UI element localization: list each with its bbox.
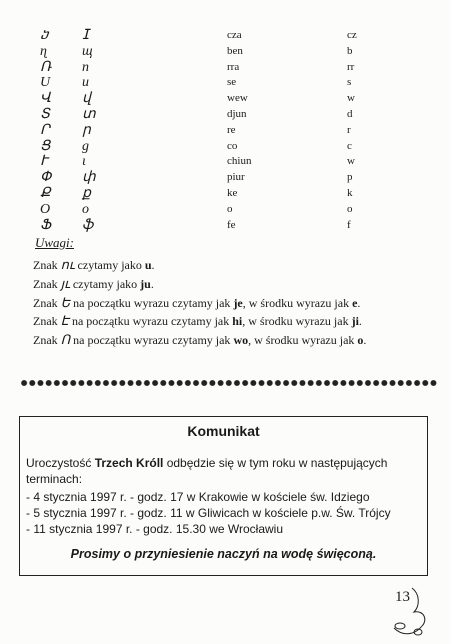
announcement-closing: Prosimy o przyniesienie naczyń na wodę święconą. — [70, 547, 377, 561]
letter-name: wew — [227, 92, 248, 105]
latin-equivalent: s — [347, 76, 352, 89]
alphabet-row — [40, 60, 420, 76]
alphabet-row — [40, 218, 420, 234]
alphabet-row — [40, 107, 420, 123]
lowercase-letter: u — [82, 75, 89, 91]
latin-equivalent: c — [347, 139, 352, 152]
alphabet-row — [40, 91, 420, 107]
uppercase-letter: Ց — [40, 138, 51, 154]
letter-name: ke — [227, 186, 238, 199]
ornamental-divider — [20, 378, 438, 388]
notes-title: Uwagi: — [35, 235, 74, 250]
lowercase-letter: փ — [82, 170, 96, 186]
letter-name: co — [227, 139, 238, 152]
letter-name: djun — [227, 107, 247, 120]
letter-name: piur — [227, 171, 245, 184]
uppercase-letter: Վ — [40, 91, 51, 107]
lowercase-letter: g — [82, 138, 89, 154]
latin-equivalent: r — [347, 123, 351, 136]
latin-equivalent: w — [347, 92, 355, 105]
announcement-title: Komunikat — [187, 423, 260, 439]
note-line: Znak Է na początku wyrazu czytamy jak hi, w środku wyrazu jak ji. — [33, 313, 362, 329]
lowercase-letter: վ — [82, 91, 91, 107]
letter-name: rra — [227, 60, 240, 73]
uppercase-letter: Ֆ — [40, 217, 52, 233]
alphabet-row — [40, 75, 420, 91]
letter-name: se — [227, 76, 237, 89]
latin-equivalent: o — [347, 202, 353, 215]
lowercase-letter: ֆ — [82, 217, 94, 233]
lowercase-letter: o — [82, 201, 89, 217]
alphabet-table — [40, 28, 420, 233]
schedule-item: - 5 stycznia 1997 r. - godz. 11 w Gliwicach w kościele p.w. Św. Trójcy — [26, 506, 391, 520]
announcement-intro: Uroczystość Trzech Króll odbędzie się w tym roku w następujących terminach: — [26, 456, 388, 486]
uppercase-letter: O — [40, 201, 51, 217]
latin-equivalent: f — [347, 218, 351, 231]
latin-equivalent: cz — [347, 29, 357, 41]
feast-name: Trzech Króll — [94, 456, 164, 470]
uppercase-letter: ɳ — [40, 43, 47, 59]
uppercase-letter: U — [40, 75, 51, 91]
uppercase-letter: Փ — [40, 170, 52, 186]
alphabet-row — [40, 170, 420, 186]
uppercase-letter: Ւ — [40, 154, 48, 170]
alphabet-row — [40, 202, 420, 218]
note-line: Znak ու czytamy jako u. — [33, 257, 155, 272]
latin-equivalent: b — [347, 44, 353, 57]
lowercase-letter: ք — [82, 185, 91, 201]
note-line: Znak Ո na początku wyrazu czytamy jak wo, w środku wyrazu jak o. — [33, 332, 367, 348]
alphabet-row — [40, 28, 420, 44]
uppercase-letter: Ք — [40, 185, 51, 201]
note-line: Znak յւ czytamy jako ju. — [33, 275, 154, 291]
alphabet-row — [40, 154, 420, 170]
alphabet-row — [40, 44, 420, 60]
letter-name: chiun — [227, 155, 252, 168]
lowercase-letter: ι — [82, 154, 86, 170]
note-line: Znak Ե na początku wyrazu czytamy jak je, w środku wyrazu jak e. — [33, 294, 361, 310]
letter-name: ben — [227, 44, 243, 57]
letter-name: re — [227, 123, 236, 136]
notes-list — [33, 256, 423, 350]
alphabet-row — [40, 139, 420, 155]
latin-equivalent: rr — [347, 60, 355, 73]
lowercase-letter: n — [82, 59, 89, 75]
uppercase-letter: Տ — [40, 106, 50, 122]
alphabet-row — [40, 186, 420, 202]
uppercase-letter: ⴢ — [40, 28, 49, 43]
letter-name: o — [227, 202, 233, 215]
letter-name: fe — [227, 218, 236, 231]
letter-name: cza — [227, 29, 242, 41]
lowercase-letter: ր — [82, 122, 91, 138]
latin-equivalent: k — [347, 186, 353, 199]
page-number: 13 — [395, 589, 410, 605]
latin-equivalent: w — [347, 155, 355, 168]
uppercase-letter: Ռ — [40, 59, 52, 75]
lowercase-letter: ⵊ — [82, 28, 90, 43]
schedule-item: - 11 stycznia 1997 r. - godz. 15.30 we Wrocławiu — [26, 522, 284, 536]
latin-equivalent: d — [347, 107, 353, 120]
lowercase-letter: տ — [82, 106, 96, 122]
schedule-item: - 4 stycznia 1997 r. - godz. 17 w Krakowie w kościele św. Idziego — [26, 490, 370, 504]
lowercase-letter: щ — [82, 43, 93, 59]
uppercase-letter: Ր — [40, 122, 50, 138]
alphabet-row — [40, 123, 420, 139]
schedule-list — [26, 489, 391, 537]
latin-equivalent: p — [347, 171, 353, 184]
announcement-box — [19, 416, 428, 576]
